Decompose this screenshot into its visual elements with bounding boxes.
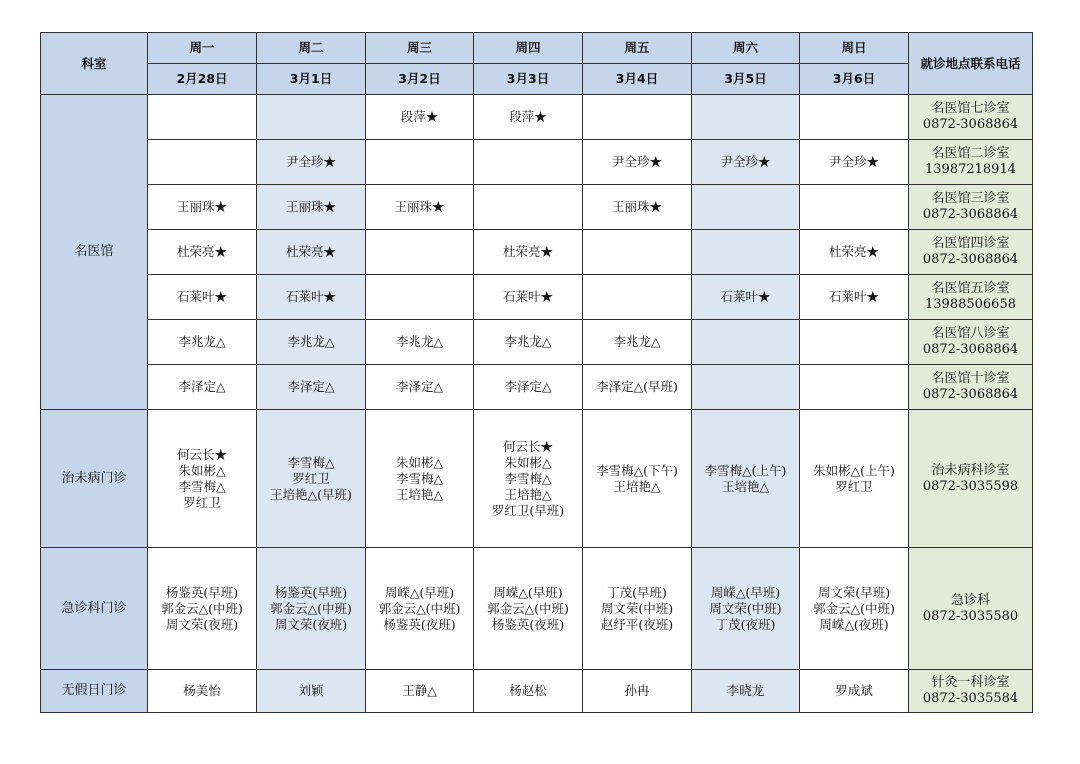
header-row-days	[41, 33, 1033, 64]
table-row	[41, 365, 1033, 410]
schedule-cell	[257, 320, 366, 365]
doctor-entry: 李泽定△	[287, 379, 335, 394]
schedule-cell	[257, 670, 366, 713]
schedule-cell	[474, 140, 583, 185]
day-header: 周三	[366, 33, 474, 64]
schedule-cell	[692, 140, 800, 185]
schedule-cell	[474, 365, 583, 410]
doctor-entry: 王静△	[402, 683, 437, 698]
doctor-entry: 杜荣亮★	[285, 244, 336, 259]
doctor-entry: 李兆龙△	[178, 334, 226, 349]
contact-line: 急诊科	[950, 592, 990, 608]
doctor-entry: 周文荣(中班)	[709, 600, 782, 616]
date-header: 3月2日	[366, 64, 474, 95]
doctor-entry: 朱如彬△	[504, 454, 552, 470]
doctor-entry: 郭金云△(中班)	[378, 600, 461, 616]
doctor-entry: 刘颖	[298, 683, 324, 698]
doctor-entry: 朱如彬△	[178, 462, 226, 478]
table-row	[41, 230, 1033, 275]
doctor-entry: 罗成斌	[835, 683, 873, 698]
schedule-cell	[366, 275, 474, 320]
doctor-entry: 李雪梅△	[504, 470, 552, 486]
doctor-entry: 段萍★	[509, 109, 547, 124]
contact-cell	[909, 365, 1033, 410]
doctor-entry: 石莱叶★	[176, 289, 227, 304]
day-header: 周一	[148, 33, 257, 64]
schedule-cell	[257, 365, 366, 410]
schedule-cell	[583, 365, 692, 410]
doctor-entry: 尹全珍★	[720, 154, 771, 169]
schedule-cell	[692, 95, 800, 140]
schedule-cell	[474, 670, 583, 713]
doctor-entry: 石莱叶★	[285, 289, 336, 304]
schedule-cell	[800, 95, 909, 140]
doctor-entry: 李兆龙△	[287, 334, 335, 349]
schedule-table	[40, 32, 1033, 713]
schedule-cell	[366, 548, 474, 670]
day-header: 周二	[257, 33, 366, 64]
doctor-entry: 杨鉴英(夜班)	[383, 616, 456, 632]
date-header: 3月6日	[800, 64, 909, 95]
schedule-cell	[583, 95, 692, 140]
table-row	[41, 140, 1033, 185]
schedule-cell	[800, 548, 909, 670]
schedule-body	[41, 95, 1033, 713]
schedule-cell	[692, 230, 800, 275]
doctor-entry: 杨鉴英(夜班)	[491, 616, 565, 632]
contact-cell	[909, 185, 1033, 230]
doctor-entry: 石莱叶★	[502, 289, 553, 304]
doctor-entry: 周文荣(夜班)	[274, 616, 348, 632]
schedule-cell	[257, 548, 366, 670]
schedule-cell	[366, 140, 474, 185]
schedule-cell	[583, 230, 692, 275]
doctor-entry: 李雪梅△	[395, 470, 444, 486]
schedule-cell	[692, 185, 800, 230]
schedule-cell	[692, 548, 800, 670]
doctor-entry: 罗红卫	[183, 494, 221, 510]
doctor-entry: 段萍★	[400, 109, 439, 124]
table-row	[41, 95, 1033, 140]
table-row	[41, 185, 1033, 230]
schedule-cell	[366, 365, 474, 410]
doctor-entry: 李晓龙	[726, 683, 765, 698]
day-header: 周五	[583, 33, 692, 64]
doctor-entry: 罗红卫	[292, 470, 330, 486]
schedule-cell	[148, 410, 257, 548]
schedule-cell	[148, 95, 257, 140]
schedule-cell	[257, 95, 366, 140]
schedule-cell	[800, 140, 909, 185]
contact-cell	[909, 548, 1033, 670]
schedule-cell	[583, 140, 692, 185]
schedule-cell	[800, 230, 909, 275]
schedule-cell	[692, 275, 800, 320]
schedule-cell	[800, 185, 909, 230]
schedule-cell	[366, 95, 474, 140]
doctor-entry: 王丽珠★	[176, 199, 227, 214]
schedule-cell	[148, 365, 257, 410]
doctor-entry: 王丽珠★	[285, 199, 336, 214]
schedule-cell	[800, 410, 909, 548]
doctor-entry: 尹全珍★	[285, 154, 336, 169]
contact-line: 名医馆八诊室	[931, 326, 1010, 341]
doctor-entry: 王培艳△	[721, 478, 770, 494]
department-cell: 治未病门诊	[41, 410, 148, 548]
doctor-entry: 李兆龙△	[504, 334, 552, 349]
table-row	[41, 548, 1033, 670]
schedule-cell	[257, 410, 366, 548]
schedule-cell	[583, 320, 692, 365]
schedule-cell	[583, 275, 692, 320]
schedule-cell	[692, 365, 800, 410]
contact-line: 0872-3035580	[922, 608, 1019, 624]
contact-cell	[909, 320, 1033, 365]
date-header: 2月28日	[148, 64, 257, 95]
doctor-entry: 郭金云△(中班)	[270, 600, 352, 616]
schedule-cell	[474, 230, 583, 275]
doctor-entry: 何云长★	[176, 446, 227, 462]
doctor-entry: 李泽定△(早班)	[596, 379, 678, 394]
date-header: 3月4日	[583, 64, 692, 95]
contact-cell	[909, 95, 1033, 140]
schedule-cell	[148, 230, 257, 275]
contact-line: 名医馆二诊室	[931, 146, 1010, 161]
schedule-cell	[583, 670, 692, 713]
schedule-cell	[148, 185, 257, 230]
doctor-entry: 朱如彬△	[395, 454, 444, 470]
doctor-entry: 石莱叶★	[720, 289, 771, 304]
schedule-cell	[583, 185, 692, 230]
contact-cell	[909, 140, 1033, 185]
doctor-entry: 李雪梅△	[287, 454, 335, 470]
table-row	[41, 410, 1033, 548]
schedule-cell	[474, 548, 583, 670]
table-row	[41, 275, 1033, 320]
doctor-entry: 周嵘△(早班)	[384, 584, 455, 600]
doctor-entry: 赵纾平(夜班)	[600, 616, 674, 632]
doctor-entry: 石莱叶★	[828, 289, 879, 304]
table-row	[41, 670, 1033, 713]
schedule-cell	[257, 140, 366, 185]
schedule-cell	[474, 275, 583, 320]
doctor-entry: 郭金云△(中班)	[161, 600, 243, 616]
doctor-entry: 罗红卫(早班)	[491, 502, 565, 518]
schedule-cell	[366, 670, 474, 713]
contact-line: 名医馆七诊室	[931, 101, 1010, 116]
schedule-cell	[474, 410, 583, 548]
contact-line: 治未病科诊室	[931, 462, 1010, 478]
doctor-entry: 尹全珍★	[611, 154, 662, 169]
department-cell: 无假日门诊	[41, 670, 148, 713]
contact-line: 名医馆五诊室	[931, 281, 1010, 296]
contact-cell	[909, 670, 1033, 713]
contact-line: 0872-3068864	[922, 342, 1019, 357]
schedule-cell	[800, 275, 909, 320]
schedule-cell	[148, 670, 257, 713]
schedule-cell	[800, 365, 909, 410]
contact-cell	[909, 410, 1033, 548]
date-header: 3月5日	[692, 64, 800, 95]
schedule-cell	[366, 410, 474, 548]
contact-line: 13987218914	[925, 162, 1016, 177]
contact-line: 0872-3035584	[922, 691, 1019, 706]
department-cell: 名医馆	[41, 95, 148, 410]
contact-cell	[909, 275, 1033, 320]
schedule-cell	[148, 275, 257, 320]
department-cell: 急诊科门诊	[41, 548, 148, 670]
doctor-entry: 周文荣(夜班)	[165, 616, 239, 632]
doctor-entry: 王丽珠★	[394, 199, 445, 214]
contact-line: 0872-3035598	[922, 478, 1019, 494]
doctor-entry: 王丽珠★	[611, 199, 662, 214]
doctor-entry: 杨鉴英(早班)	[165, 584, 239, 600]
doctor-entry: 丁茂(夜班)	[715, 616, 776, 632]
dept-header: 科室	[41, 33, 148, 95]
schedule-cell	[148, 320, 257, 365]
doctor-entry: 朱如彬△(上午)	[813, 462, 895, 478]
doctor-entry: 孙冉	[624, 683, 650, 698]
doctor-entry: 李雪梅△(上午)	[704, 462, 787, 478]
doctor-entry: 王培艳△	[395, 486, 444, 502]
date-header: 3月3日	[474, 64, 583, 95]
doctor-entry: 李兆龙△	[395, 334, 444, 349]
doctor-entry: 李泽定△	[504, 379, 552, 394]
doctor-entry: 李雪梅△(下午)	[596, 462, 678, 478]
contact-line: 名医馆四诊室	[931, 236, 1010, 251]
doctor-entry: 李泽定△	[395, 379, 444, 394]
contact-line: 名医馆十诊室	[931, 371, 1010, 386]
table-row	[41, 320, 1033, 365]
schedule-cell	[148, 548, 257, 670]
doctor-entry: 尹全珍★	[828, 154, 879, 169]
schedule-cell	[366, 230, 474, 275]
doctor-entry: 周嵘△(夜班)	[819, 616, 889, 632]
contact-line: 针灸一科诊室	[931, 675, 1010, 690]
schedule-cell	[474, 320, 583, 365]
schedule-cell	[692, 320, 800, 365]
doctor-entry: 杨美怡	[183, 683, 221, 698]
schedule-cell	[474, 95, 583, 140]
schedule-cell	[800, 320, 909, 365]
doctor-entry: 杜荣亮★	[176, 244, 227, 259]
schedule-cell	[257, 275, 366, 320]
schedule-cell	[257, 230, 366, 275]
doctor-entry: 周嵘△(早班)	[493, 584, 563, 600]
schedule-cell	[474, 185, 583, 230]
schedule-cell	[583, 410, 692, 548]
doctor-entry: 杨鉴英(早班)	[274, 584, 348, 600]
doctor-entry: 王培艳△	[613, 478, 661, 494]
contact-line: 0872-3068864	[922, 252, 1019, 267]
day-header: 周日	[800, 33, 909, 64]
schedule-cell	[583, 548, 692, 670]
schedule-cell	[366, 320, 474, 365]
doctor-entry: 李泽定△	[178, 379, 226, 394]
doctor-entry: 周文荣(早班)	[817, 584, 891, 600]
doctor-entry: 王培艳△	[504, 486, 552, 502]
schedule-cell	[800, 670, 909, 713]
doctor-entry: 李兆龙△	[613, 334, 661, 349]
header-row-dates	[41, 64, 1033, 95]
contact-line: 0872-3068864	[922, 117, 1019, 132]
schedule-cell	[366, 185, 474, 230]
doctor-entry: 郭金云△(中班)	[813, 600, 895, 616]
schedule-cell	[257, 185, 366, 230]
contact-line: 13988506658	[925, 297, 1016, 312]
doctor-entry: 何云长★	[502, 438, 553, 454]
doctor-entry: 丁茂(早班)	[607, 584, 667, 600]
doctor-entry: 杜荣亮★	[828, 244, 879, 259]
doctor-entry: 周嵘△(早班)	[710, 584, 781, 600]
doctor-entry: 李雪梅△	[178, 478, 226, 494]
day-header: 周四	[474, 33, 583, 64]
schedule-cell	[692, 410, 800, 548]
date-header: 3月1日	[257, 64, 366, 95]
contact-line: 0872-3068864	[922, 387, 1019, 402]
contact-line: 名医馆三诊室	[931, 191, 1010, 206]
doctor-entry: 王培艳△(早班)	[270, 486, 352, 502]
doctor-entry: 杨赵松	[509, 683, 547, 698]
schedule-cell	[148, 140, 257, 185]
day-header: 周六	[692, 33, 800, 64]
doctor-entry: 郭金云△(中班)	[487, 600, 569, 616]
contact-line: 0872-3068864	[922, 207, 1019, 222]
doctor-entry: 周文荣(中班)	[600, 600, 674, 616]
contact-header: 就诊地点联系电话	[909, 33, 1033, 95]
contact-cell	[909, 230, 1033, 275]
doctor-entry: 罗红卫	[835, 478, 873, 494]
doctor-entry: 杜荣亮★	[502, 244, 553, 259]
schedule-cell	[692, 670, 800, 713]
